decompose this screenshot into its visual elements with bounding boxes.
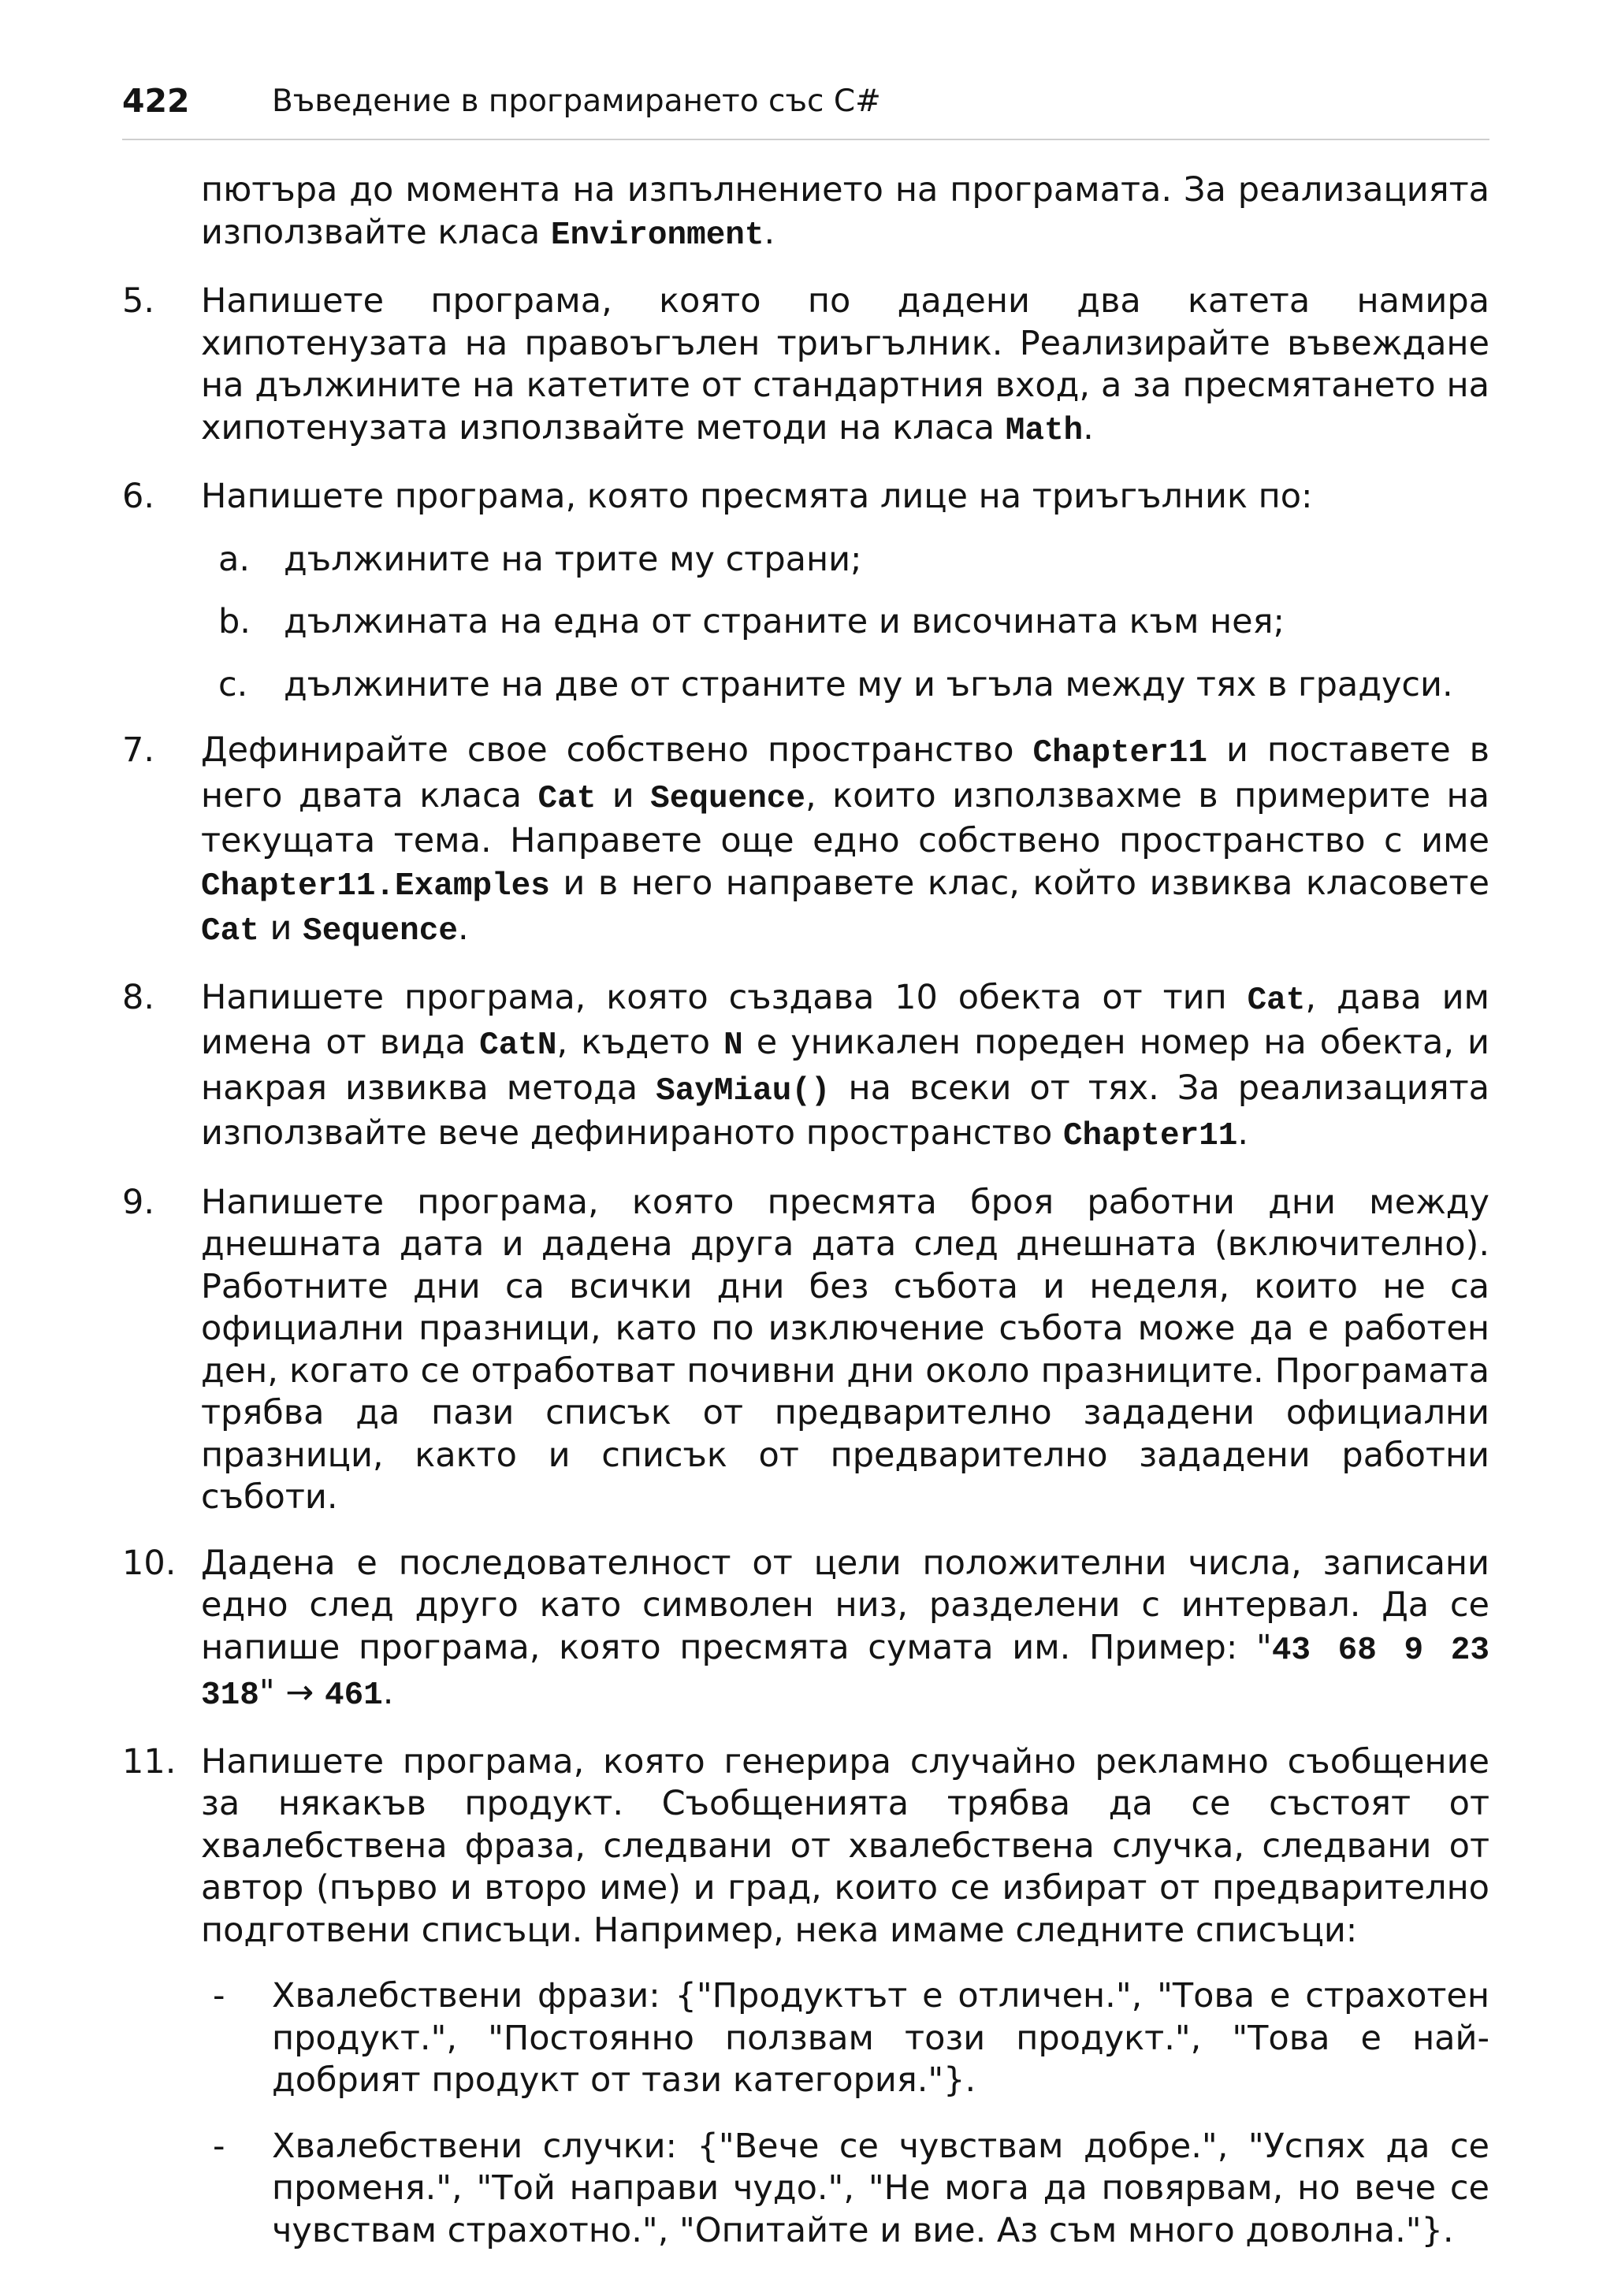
sub-item-letter: c. (218, 664, 248, 704)
exercise-text: Напишете програма, която пресмята лице на триъгълник по: (201, 477, 1313, 516)
sub-item-letter: b. (218, 602, 251, 641)
text: Напишете програма, която по дадени два катета намира хипотенузата на правоъгълен триъгълник. Реализирайте въвеждане на дължините на катетите от стандартния вход, а за пресмятането на хипотенузата използвайте методи на класа (201, 281, 1489, 448)
exercise-9 (122, 1182, 1489, 1519)
exercise-text: Напишете програма, която пресмята броя работни дни между днешната дата и дадена друга дата след днешната (включително). Работните дни са всички дни без събота и неделя, които не са официални празници, като по изключение събота може да е работен ден, когато се отработват почивни дни около празниците. Програмата трябва да пази списък от предварително зададени официални празници, както и списък от предварително зададени работни съботи. (201, 1182, 1489, 1517)
code-chapter11: Chapter11 (1062, 1118, 1238, 1154)
text: . (382, 1673, 394, 1712)
exercise-5 (122, 280, 1489, 452)
page-number: 422 (122, 82, 190, 120)
exercise-text (201, 280, 1489, 452)
text: и в него направете клас, който извиква класовете (549, 863, 1489, 903)
code-cat: Cat (537, 780, 597, 817)
sub-item-text: дължините на две от страните му и ъгъла между тях в градуси. (284, 664, 1453, 704)
code-chapter11: Chapter11 (1032, 735, 1207, 771)
sub-item-text: дължините на трите му страни; (284, 539, 862, 579)
code-chapter11-examples: Chapter11.Examples (201, 868, 550, 905)
code-sequence: Sequence (303, 913, 458, 949)
sub-item-a (122, 539, 1489, 581)
text: . (1083, 407, 1094, 448)
code-saymiau: SayMiau() (656, 1072, 831, 1109)
exercise-text (201, 977, 1489, 1158)
text: . (457, 908, 469, 948)
exercise-number: 5. (122, 281, 155, 321)
exercise-10 (122, 1543, 1489, 1718)
exercise-number: 8. (122, 977, 155, 1017)
code-cat: Cat (1247, 982, 1306, 1019)
list-item-stories (122, 2126, 1489, 2253)
code-math: Math (1005, 412, 1084, 449)
text: Дадена е последователност от цели положителни числа, записани едно след друго като символен низ, разделени с интервал. Да се напише програма, която пресмята сумата им. Пример: " (201, 1543, 1489, 1667)
text: е уникален пореден номер на обекта, и накрая извиква метода (201, 1023, 1490, 1108)
exercise-number: 7. (122, 730, 155, 770)
list-item-text: Хвалебствени случки: {"Вече се чувствам добре.", "Успях да се променя.", "Той направи чудо.", "Не мога да повярвам, но вече се чувствам страхотно.", "Опитайте и вие. Аз съм много доволна."}. (272, 2126, 1489, 2250)
sub-item-b (122, 601, 1489, 644)
exercise-7 (122, 730, 1489, 953)
text: . (1237, 1113, 1249, 1153)
code-number-string: 43 68 9 23 318 (201, 1632, 1489, 1714)
continued-paragraph (122, 169, 1489, 257)
exercise-text (201, 1543, 1489, 1718)
page-content (122, 169, 1489, 2252)
dash-bullet: - (213, 1976, 225, 2016)
list-item-text: Хвалебствени фрази: {"Продуктът е отличен.", "Това е страхотен продукт.", "Постоянно ползвам този продукт.", "Това е най-добрият продукт от тази категория."}. (272, 1976, 1489, 2100)
list-item-phrases (122, 1975, 1489, 2102)
exercise-number: 6. (122, 477, 155, 516)
text: , които използвахме в примерите на текущата тема. Направете още едно собствено пространство с име (201, 775, 1489, 860)
book-title: Въведение в програмирането със C# (272, 84, 881, 119)
code-sum-result: 461 (324, 1677, 383, 1714)
text: и поставете в него двата класа (201, 730, 1490, 815)
text: " → (258, 1673, 325, 1712)
exercise-number: 10. (122, 1543, 177, 1583)
text: пютъра до момента на изпълнението на програмата. За реализацията използвайте класа (201, 170, 1489, 252)
text: и (258, 908, 303, 948)
text: . (764, 212, 775, 252)
text: , дава им имена от вида (201, 977, 1489, 1062)
dash-bullet: - (213, 2126, 225, 2166)
code-sequence: Sequence (650, 780, 806, 817)
exercise-text (201, 730, 1489, 953)
text: Дефинирайте свое собствено пространство (201, 730, 1033, 770)
text: на всеки от тях. За реализацията използвайте вече дефинираното пространство (201, 1068, 1489, 1153)
text: , където (556, 1023, 724, 1062)
exercise-number: 9. (122, 1182, 155, 1222)
exercise-6 (122, 476, 1489, 518)
code-cat: Cat (201, 913, 259, 949)
sub-item-letter: a. (218, 539, 251, 579)
exercise-number: 11. (122, 1741, 177, 1781)
sub-item-c (122, 664, 1489, 707)
code-catn: CatN (479, 1027, 557, 1064)
exercise-8 (122, 977, 1489, 1158)
page-header (122, 79, 1489, 140)
exercise-text: Напишете програма, която генерира случайно рекламно съобщение за някакъв продукт. Съобщенията трябва да се състоят от хвалебствена фраза, следвани от хвалебствена случка, следвани от автор (първо и второ име) и град, които се избират от предварително подготвени списъци. Например, нека имаме следните списъци: (201, 1741, 1489, 1950)
text: Напишете програма, която създава 10 обекта от тип (201, 977, 1248, 1017)
sub-item-text: дължината на една от страните и височината към нея; (284, 602, 1285, 641)
code-n: N (723, 1027, 743, 1064)
exercise-11 (122, 1741, 1489, 1952)
text: и (596, 775, 651, 815)
code-environment: Environment (550, 217, 764, 254)
